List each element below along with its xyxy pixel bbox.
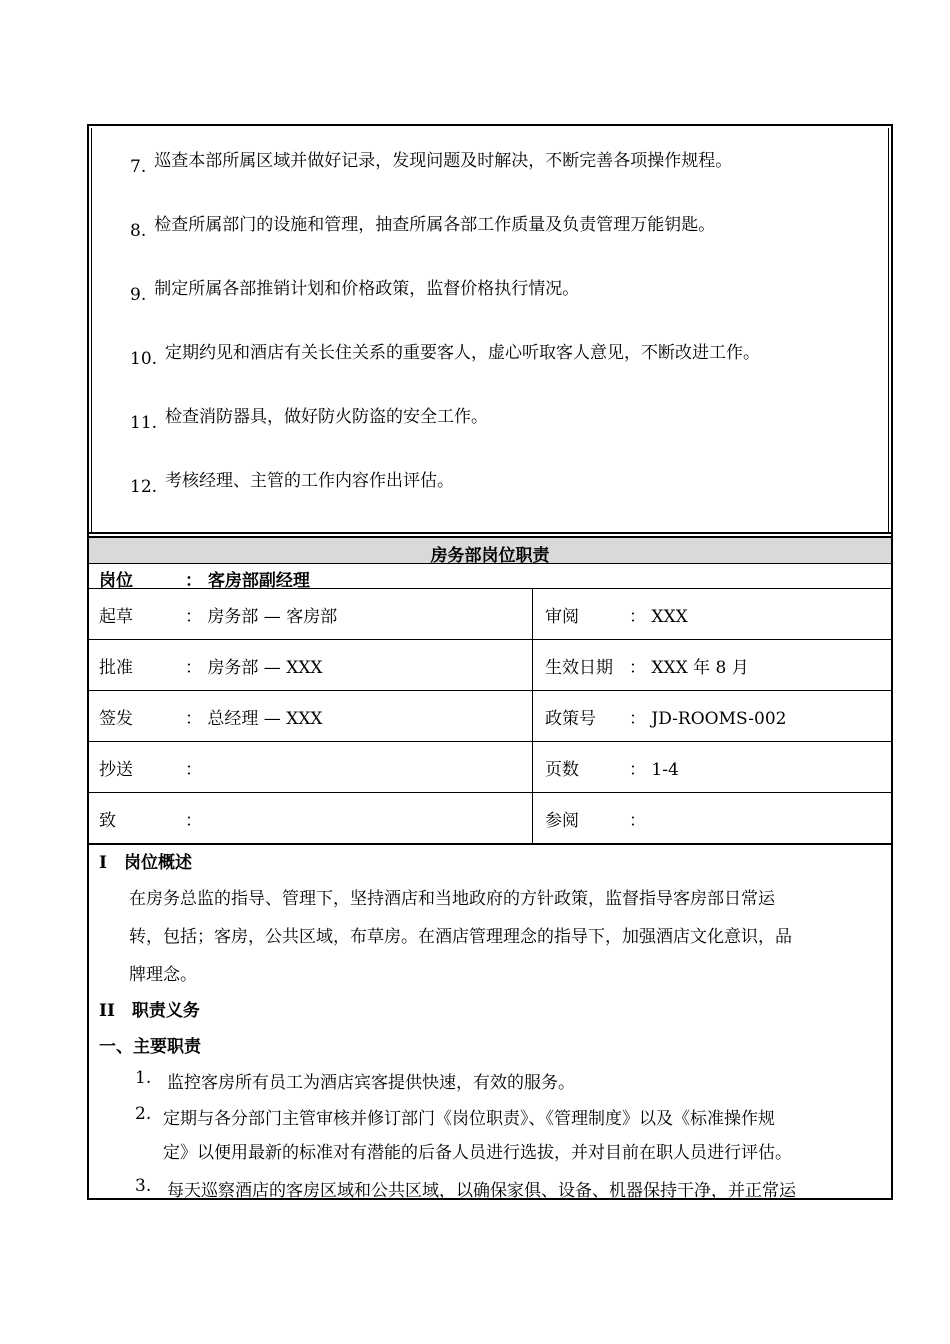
- meta-row: [89, 793, 891, 845]
- duty-number: 2.: [135, 1104, 152, 1124]
- item-number: 11.: [130, 413, 158, 433]
- meta-right-label: 页数: [545, 760, 579, 780]
- item-text: 制定所属各部推销计划和价格政策，监督价格执行情况。: [154, 279, 580, 299]
- meta-right-value: ： XXX 年 8 月: [629, 658, 749, 678]
- continued-duties-box: [87, 124, 893, 532]
- meta-row: [89, 640, 891, 691]
- list-item: [130, 146, 732, 177]
- meta-left-value: ：: [185, 811, 202, 831]
- overview-line: 在房务总监的指导、管理下，坚持酒店和当地政府的方针政策，监督指导客房部日常运: [129, 889, 775, 909]
- overview-line: 牌理念。: [129, 965, 197, 985]
- list-item: [130, 338, 760, 369]
- list-item: [130, 402, 488, 433]
- meta-left-value: ： 房务部 — XXX: [185, 658, 323, 678]
- job-description-table: [87, 532, 893, 1200]
- duty-text: 定期与各分部门主管审核并修订部门《岗位职责》、《管理制度》以及《标准操作规: [163, 1109, 775, 1129]
- sub-heading-main-duties: 一、主要职责: [99, 1037, 201, 1057]
- meta-right-value: ： XXX: [629, 607, 688, 627]
- meta-right-label: 政策号: [545, 709, 596, 729]
- table-header: [89, 536, 891, 564]
- meta-row: [89, 589, 891, 640]
- meta-left-label: 起草: [99, 607, 133, 627]
- meta-right-label: 审阅: [545, 607, 579, 627]
- list-item: [130, 274, 579, 305]
- item-text: 检查消防器具，做好防火防盗的安全工作。: [165, 407, 489, 427]
- duty-text-continued: 定》以便用最新的标准对有潜能的后备人员进行选拔，并对目前在职人员进行评估。: [163, 1143, 792, 1163]
- meta-left-label: 致: [99, 811, 116, 831]
- section-heading-duties: II 职责义务: [99, 1001, 200, 1021]
- duty-text: 监控客房所有员工为酒店宾客提供快速，有效的服务。: [167, 1073, 575, 1093]
- item-text: 检查所属部门的设施和管理，抽查所属各部工作质量及负责管理万能钥匙。: [154, 215, 716, 235]
- meta-left-value: ： 总经理 — XXX: [185, 709, 323, 729]
- section-heading-overview: I 岗位概述: [99, 853, 192, 873]
- item-text: 考核经理、主管的工作内容作出评估。: [165, 471, 455, 491]
- overview-line: 转，包括；客房，公共区域，布草房。在酒店管理理念的指导下，加强酒店文化意识，品: [129, 927, 792, 947]
- duty-text: 每天巡察酒店的客房区域和公共区域，以确保家俱、设备、机器保持干净，并正常运: [167, 1181, 796, 1201]
- item-text: 巡查本部所属区域并做好记录，发现问题及时解决，不断完善各项操作规程。: [154, 151, 733, 171]
- item-number: 8.: [130, 221, 147, 241]
- position-value: ： 客房部副经理: [185, 571, 310, 591]
- document-title: 房务部岗位职责: [430, 546, 550, 566]
- meta-right-value: ：: [629, 811, 646, 831]
- list-item: [130, 466, 454, 497]
- meta-left-label: 批准: [99, 658, 133, 678]
- meta-left-value: ： 房务部 — 客房部: [185, 607, 338, 627]
- item-number: 12.: [130, 477, 158, 497]
- meta-right-label: 生效日期: [545, 658, 613, 678]
- meta-left-label: 抄送: [99, 760, 133, 780]
- meta-left-label: 签发: [99, 709, 133, 729]
- meta-left-cell: [89, 742, 533, 792]
- duty-number: 3.: [135, 1176, 152, 1196]
- meta-left-cell: [89, 793, 533, 843]
- item-text: 定期约见和酒店有关长住关系的重要客人，虚心听取客人意见，不断改进工作。: [165, 343, 761, 363]
- item-number: 10.: [130, 349, 158, 369]
- meta-row: [89, 691, 891, 742]
- duty-number: 1.: [135, 1068, 152, 1088]
- meta-row: [89, 742, 891, 793]
- position-row: [89, 564, 891, 589]
- meta-right-label: 参阅: [545, 811, 579, 831]
- item-number: 9.: [130, 285, 147, 305]
- meta-right-value: ： 1-4: [629, 760, 679, 780]
- list-item: [130, 210, 715, 241]
- meta-right-value: ： JD-ROOMS-002: [629, 709, 787, 729]
- item-number: 7.: [130, 157, 147, 177]
- meta-left-value: ：: [185, 760, 202, 780]
- description-body: [89, 844, 891, 1201]
- position-label: 岗位: [99, 571, 133, 591]
